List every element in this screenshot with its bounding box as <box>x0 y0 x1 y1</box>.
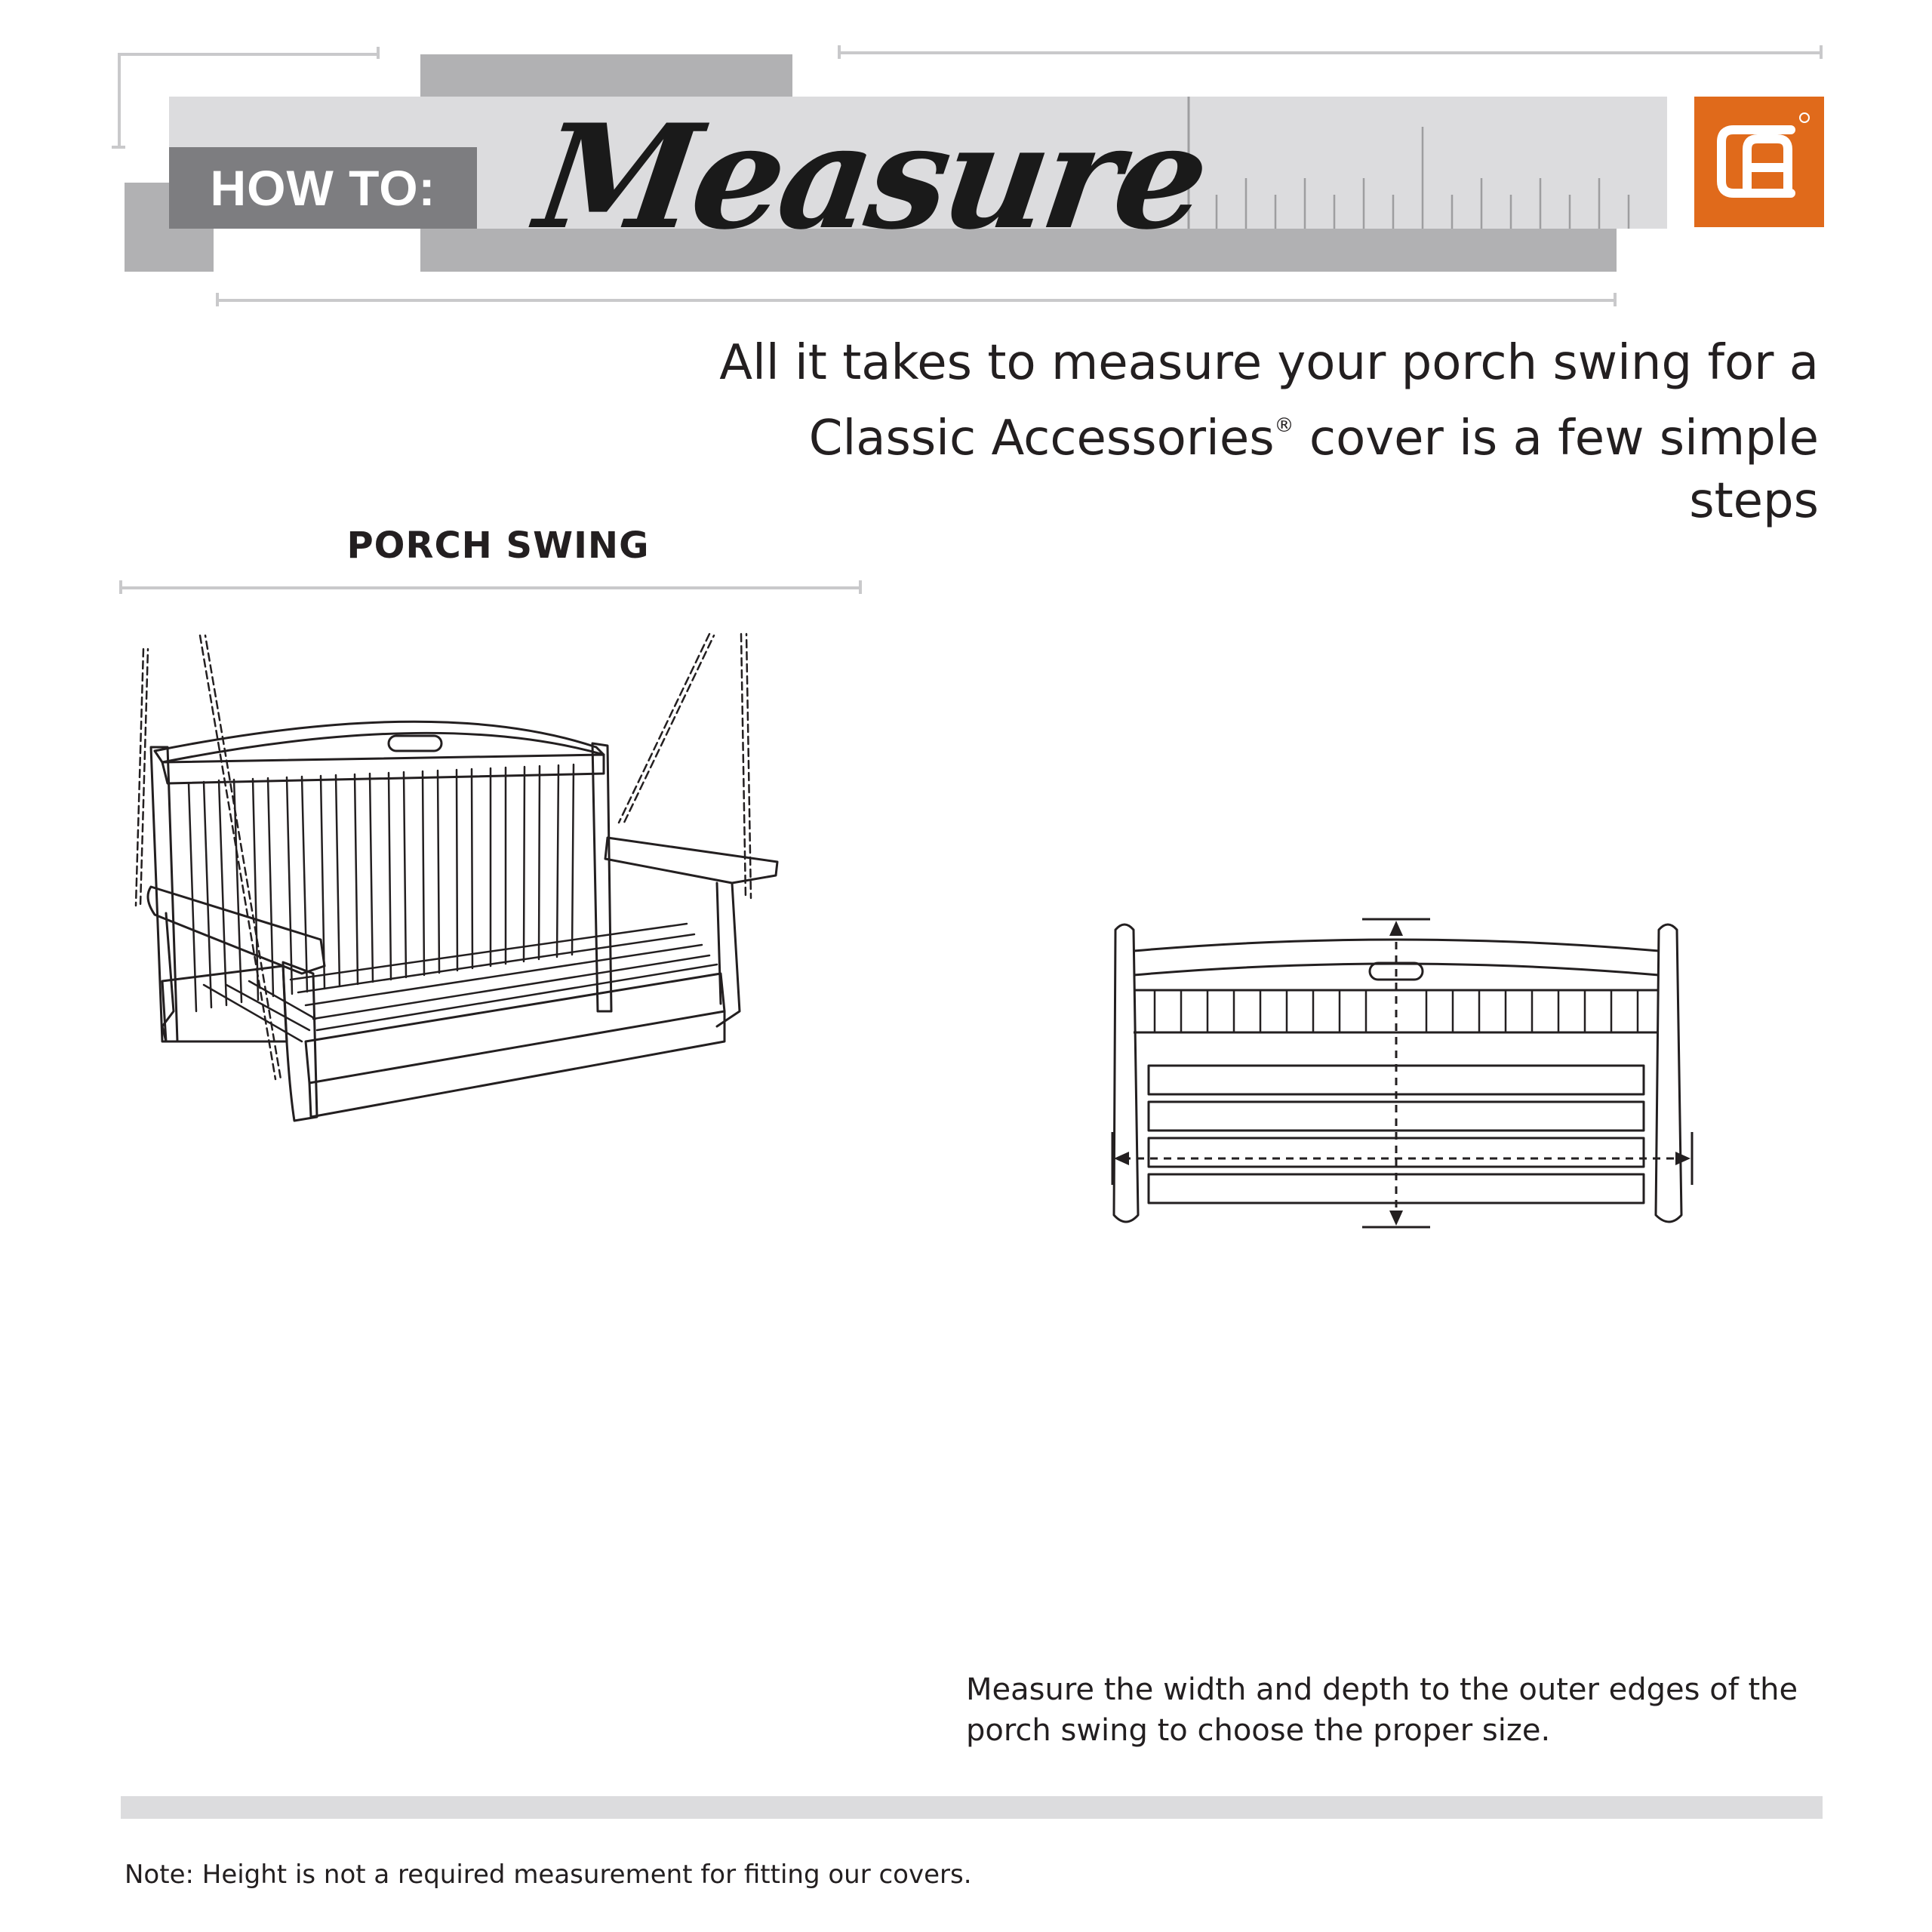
section-rule <box>121 586 860 589</box>
intro-brand: Classic Accessories <box>808 411 1275 466</box>
section-rule-tick-a <box>119 580 122 594</box>
header-rule-top-left-tick <box>377 47 380 59</box>
howto-label: HOW TO: <box>169 147 477 229</box>
section-title: PORCH SWING <box>346 525 650 567</box>
header-rule-top-right <box>838 51 1823 54</box>
header-rule-left-vertical <box>118 53 121 147</box>
porch-swing-top-view-diagram <box>1102 906 1721 1253</box>
header-rule-top-left <box>119 53 380 56</box>
note-text: Note: Height is not a required measurement for fitting our covers. <box>125 1860 972 1890</box>
chain-left-back <box>136 649 148 906</box>
chain-right-back <box>619 634 714 824</box>
section-rule-tick-b <box>859 580 862 594</box>
classic-accessories-logo-icon <box>1694 97 1824 227</box>
registered-mark: ® <box>1274 414 1294 437</box>
header-rule-bottom-tick-a <box>216 293 219 306</box>
chain-left-front <box>200 635 281 1079</box>
header-rule-bottom-tick-b <box>1614 293 1617 306</box>
intro-line-2-rest: cover is a few simple steps <box>1294 411 1819 529</box>
ruler-icon <box>1185 97 1668 229</box>
header-rule-top-right-tick-b <box>1820 45 1823 59</box>
header-rule-bottom <box>217 299 1615 302</box>
porch-swing-illustration <box>121 619 800 1132</box>
footer-bar <box>121 1796 1823 1819</box>
intro-text <box>717 332 1819 533</box>
intro-line-1: All it takes to measure your porch swing for a <box>719 335 1819 391</box>
header-rule-top-right-tick-a <box>838 45 841 59</box>
page-title: Measure <box>528 93 1215 261</box>
header-rule-left-tick <box>112 146 125 149</box>
instructions-text: Measure the width and depth to the outer edges of the porch swing to choose the proper size. <box>966 1672 1798 1748</box>
intro-line-2 <box>717 395 1819 533</box>
